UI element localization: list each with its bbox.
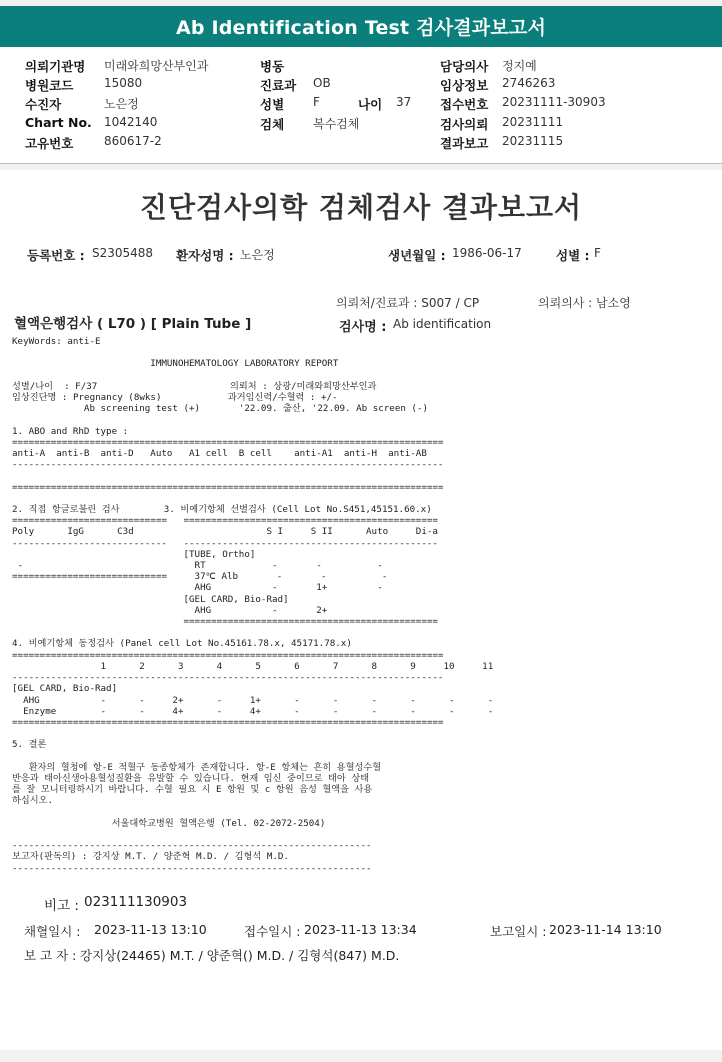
header-value: 복수검체 [313, 117, 360, 131]
header-value: 860617-2 [104, 134, 162, 148]
header-label: 의뢰기관명 [25, 59, 86, 74]
reg-no-label: 등록번호 : [27, 248, 85, 263]
collected-value: 2023-11-13 13:10 [94, 922, 207, 937]
header-value: OB [313, 76, 331, 90]
collected-label: 채혈일시 : [24, 924, 81, 939]
header-value: 미래와희망산부인과 [104, 59, 209, 73]
header-value: 15080 [104, 76, 143, 90]
header-label: 담당의사 [440, 59, 489, 74]
header-value: 20231111-30903 [502, 95, 606, 109]
test-group: 혈액은행검사 ( L70 ) [ Plain Tube ] [14, 316, 252, 332]
test-name-label: 검사명 : [339, 320, 387, 335]
header-value: 노은정 [104, 97, 139, 111]
note-value: 023111130903 [84, 894, 188, 910]
header-label: 결과보고 [440, 136, 489, 151]
header-label: 병동 [260, 59, 285, 74]
header-value: 2746263 [502, 76, 556, 90]
report-sheet [0, 170, 722, 1050]
patient-label: 환자성명 : [176, 248, 234, 263]
header-label: 나이 [358, 97, 383, 112]
report-banner [0, 6, 722, 47]
patient-value: 노은정 [240, 248, 275, 262]
header-value: 1042140 [104, 115, 158, 129]
header-value: 정지예 [502, 59, 537, 73]
header-label: 접수번호 [440, 97, 489, 112]
reported-label: 보고일시 : [490, 924, 547, 939]
sex-label: 성별 : [556, 248, 590, 263]
received-label: 접수일시 : [244, 924, 301, 939]
lab-report-text: KeyWords: anti-E IMMUNOHEMATOLOGY LABORATORY REPORT 성별/나이 : F/37 의뢰처 : 상광/미래와희망산부인과 임상진단명 : Pregnancy (8wks) 과거임신력/수혈력 : +/- Ab screening test (+) '22.09. 출산, '22.09. Ab screen (-) 1. ABO and RhD type : ============================================================================== anti-A anti-B anti-D Auto A1 cell B cell anti-A1 anti-H anti-AB ------------------------------------------------------------------------------ ============================================================================== 2. 직접 항글로불린 검사 3. 비예기항체 선별검사 (Cell Lot No.S451,45151.60.x) ============================ ============================================== Poly IgG C3d S I S II Auto Di-a ---------------------------- ---------------------------------------------- [TUBE, Ortho] - RT - - - ============================ 37℃ Alb - - - AHG - 1+ - [GEL CARD, Bio-Rad] AHG - 2+ ============================================== 4. 비예기항체 동정검사 (Panel cell Lot No.45161.78.x, 45171.78.x) ============================================================================== 1 2 3 4 5 6 7 8 9 10 11 ------------------------------------------------------------------------------ [GEL CARD, Bio-Rad] AHG - - 2+ - 1+ - - - - - - Enzyme - - 4+ - 4+ - - - - - - ============================================================================== 5. 결론 환자의 혈청에 항-E 적혈구 동종항체가 존재합니다. 항-E 항체는 흔히 용혈성수혈 반응과 태아신생아용혈성질환을 유발할 수 있습니다. 현재 임신 중이므로 태아 상태 를 잘 모니터링하시기 바랍니다. 수혈 필요 시 E 항원 및 c 항원 음성 혈액을 사용 하십시오. 서울대학교병원 혈액은행 (Tel. 02-2072-2504) ----------------------------------------------------------------- 보고자(판독의) : 강지상 M.T. / 양준혁 M.D. / 김형석 M.D. ----------------------------------------------------------------- [12, 336, 494, 874]
header-value: 37 [396, 95, 412, 109]
header-label: 고유번호 [25, 136, 74, 151]
note-label: 비고 : [44, 898, 79, 914]
banner-title: Ab Identification Test 검사결과보고서 [175, 17, 547, 39]
reported-value: 2023-11-14 13:10 [549, 922, 662, 937]
header-label: 수진자 [25, 97, 62, 112]
dept-info: 의뢰처/진료과 : S007 / CP [336, 296, 480, 310]
reporter-value: 강지상(24465) M.T. / 양준혁() M.D. / 김형석(847) M.D. [80, 948, 400, 963]
header-label: 검체 [260, 117, 285, 132]
header-value: F [313, 95, 320, 109]
dob-value: 1986-06-17 [452, 246, 522, 260]
report-title: 진단검사의학 검체검사 결과보고서 [139, 191, 583, 224]
reporter-label: 보 고 자 : [24, 948, 77, 963]
header-label: 검사의뢰 [440, 117, 489, 132]
doctor-info: 의뢰의사 : 남소영 [538, 296, 631, 310]
header-label: 임상정보 [440, 78, 489, 93]
reg-no-value: S2305488 [92, 246, 154, 260]
header-value: 20231115 [502, 134, 564, 148]
header-label: 성별 [260, 97, 285, 112]
sex-value: F [594, 246, 601, 260]
header-value: 20231111 [502, 115, 564, 129]
summary-header [0, 47, 722, 164]
header-label: 진료과 [260, 78, 297, 93]
test-name-value: Ab identification [393, 317, 492, 331]
header-label: 병원코드 [25, 78, 74, 93]
header-label: Chart No. [25, 115, 92, 130]
dob-label: 생년월일 : [388, 248, 446, 263]
received-value: 2023-11-13 13:34 [304, 922, 417, 937]
